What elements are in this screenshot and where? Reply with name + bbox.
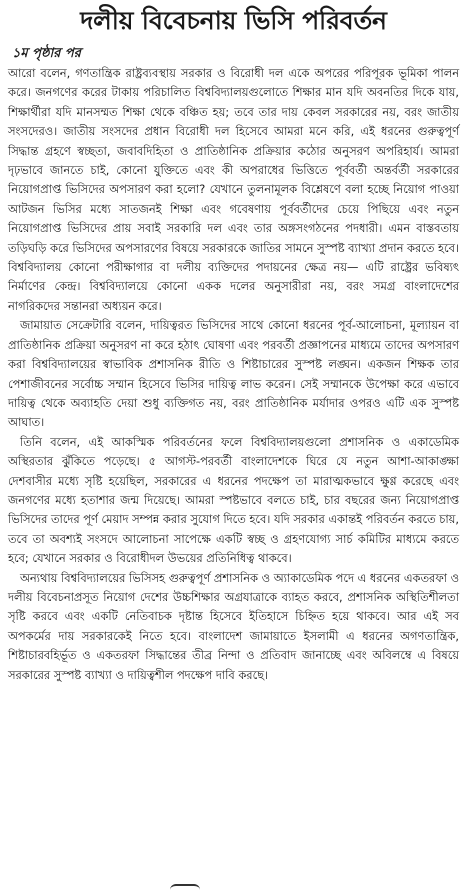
next-column-mark — [170, 884, 200, 890]
article-paragraph: অন্যথায় বিশ্ববিদ্যালয়ের ভিসিসহ গুরুত্বপূর্ণ প্রশাসনিক ও অ্যাকাডেমিক পদে এ ধরনের একতরফা ও দলীয় বিবেচনাপ্রসূত নিয়োগ দেশের উচ্চশিক্ষার অগ্রযাত্রাকে ব্যাহত করবে, প্রশাসনিক অস্থিতিশীলতা সৃষ্টি করবে এবং একটি নেতিবাচক দৃষ্টান্ত হিসেবে ইতিহাসে চিহ্নিত হয়ে থাকবে। আর এই সব অপকর্মের দায় সরকারকেই নিতে হবে। বাংলাদেশ জামায়াতে ইসলামী এ ধরনের অগণতান্ত্রিক, শিষ্টাচারবহির্ভূত ও একতরফা সিদ্ধান্তের তীব্র নিন্দা ও প্রতিবাদ জানাচ্ছে এবং অবিলম্বে এ বিষয়ে সরকারের সুস্পষ্ট ব্যাখ্যা ও দায়িত্বশীল পদক্ষেপ দাবি করছে। — [8, 570, 459, 682]
article-body — [8, 64, 459, 685]
article-paragraph: আরো বলেন, গণতান্ত্রিক রাষ্ট্রব্যবস্থায় সরকার ও বিরোধী দল একে অপরের পরিপূরক ভূমিকা পালন করে। জনগণের করের টাকায় পরিচালিত বিশ্ববিদ্যালয়গুলোতে শিক্ষার মান যদি অবনতির দিকে যায়, শিক্ষার্থীরা যদি মানসম্মত শিক্ষা থেকে বঞ্চিত হয়; তবে তার দায় কেবল সরকারের নয়, বরং জাতীয় সংসদেরও। জাতীয় সংসদের প্রধান বিরোধী দল হিসেবে আমরা মনে করি, এই ধরনের গুরুত্বপূর্ণ সিদ্ধান্ত গ্রহণে স্বচ্ছতা, জবাবদিহিতা ও প্রাতিষ্ঠানিক প্রক্রিয়ার কঠোর অনুসরণ অপরিহার্য। আমরা দৃঢ়ভাবে জানতে চাই, কোনো যুক্তিতে এবং কী অপরাধের ভিত্তিতে পূর্ববর্তী অন্তর্বর্তী সরকারের নিয়োগপ্রাপ্ত ভিসিদের অপসারণ করা হলো? যেখানে তুলনামূলক বিশ্লেষণে বলা হচ্ছে নিয়োগ পাওয়া আটজন ভিসির মধ্যে সাতজনই শিক্ষা এবং গবেষণায় পূর্ববর্তীদের চেয়ে পিছিয়ে এবং নতুন নিয়োগপ্রাপ্ত ভিসিদের প্রায় সবাই সরকারি দল এবং তার অঙ্গসংগঠনের পদধারী। এমন বাস্তবতায় তড়িঘড়ি করে ভিসিদের অপসারণের বিষয়ে সরকারকে জাতির সামনে সুস্পষ্ট ব্যাখ্যা প্রদান করতে হবে। বিশ্ববিদ্যালয় কোনো পরীক্ষাগার বা দলীয় ব্যক্তিদের পদায়নের ক্ষেত্র নয়— এটি রাষ্ট্রের ভবিষ্যৎ নির্মাণের কেন্দ্র। বিশ্ববিদ্যালয়ে কোনো একক দলের অনুসারীরা নয়, বরং সমগ্র বাংলাদেশের নাগরিকদের সন্তানরা অধ্যয়ন করে। — [8, 66, 459, 313]
article-paragraph: তিনি বলেন, এই আকস্মিক পরিবর্তনের ফলে বিশ্ববিদ্যালয়গুলো প্রশাসনিক ও একাডেমিক অস্থিরতার ঝুঁকিতে পড়েছে। ৫ আগস্ট-পরবর্তী বাংলাদেশকে ঘিরে যে নতুন আশা-আকাঙ্ক্ষা দেশবাসীর মধ্যে সৃষ্টি হয়েছিল, সরকারের এ ধরনের পদক্ষেপ তা মারাত্মকভাবে ক্ষুণ্ণ করেছে এবং জনগণের মধ্যে হতাশার জন্ম দিয়েছে। আমরা স্পষ্টভাবে বলতে চাই, চার বছরের জন্য নিয়োগপ্রাপ্ত ভিসিদের তাদের পূর্ণ মেয়াদ সম্পন্ন করার সুযোগ দিতে হবে। যদি সরকার একান্তই পরিবর্তন করতে চায়, তবে তা অবশ্যই সংসদে আলোচনা সাপেক্ষে একটি স্বচ্ছ ও গ্রহণযোগ্য সার্চ কমিটির মাধ্যমে করতে হবে; যেখানে সরকার ও বিরোধীদল উভয়ের প্রতিনিধিত্ব থাকবে। — [8, 434, 460, 566]
article-headline: দলীয় বিবেচনায় ভিসি পরিবর্তন — [80, 6, 387, 35]
continuation-marker: ১ম পৃষ্ঠার পর — [12, 46, 81, 61]
article-paragraph: জামায়াত সেক্রেটারি বলেন, দায়িত্বরত ভিসিদের সাথে কোনো ধরনের পূর্ব-আলোচনা, মূল্যায়ন বা প্রাতিষ্ঠানিক প্রক্রিয়া অনুসরণ না করে হঠাৎ ঘোষণা এবং পরবর্তী প্রজ্ঞাপনের মাধ্যমে তাদের অপসারণ করা বিশ্ববিদ্যালয়ের স্বাভাবিক প্রশাসনিক রীতি ও শিষ্টাচারের সুস্পষ্ট লঙ্ঘন। একজন শিক্ষক তার পেশাজীবনের সর্বোচ্চ সম্মান হিসেবে ভিসির দায়িত্ব লাভ করেন। সেই সম্মানকে উপেক্ষা করে এভাবে দায়িত্ব থেকে অব্যাহতি দেয়া শুধু ব্যক্তিগত নয়, বরং প্রাতিষ্ঠানিক মর্যাদার ওপরও এটি এক সুস্পষ্ট আঘাত। — [8, 318, 459, 430]
